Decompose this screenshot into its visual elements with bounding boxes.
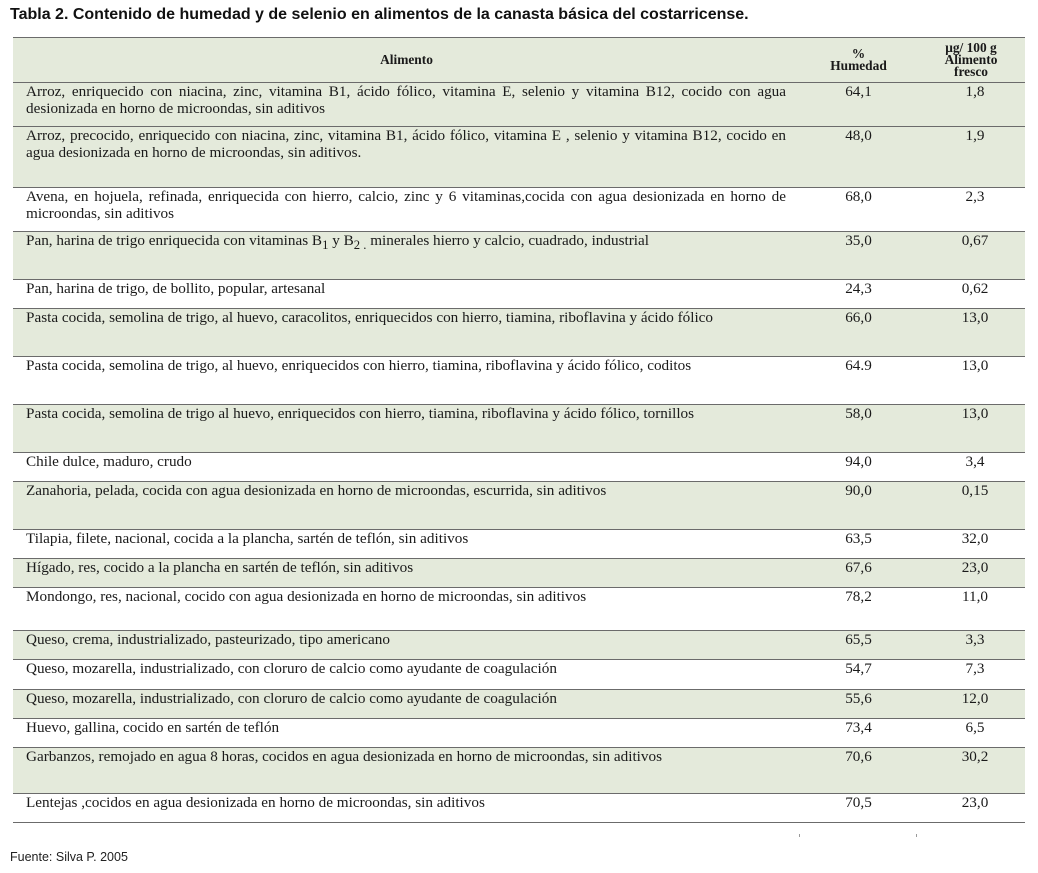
alimento-text: Pan, harina de trigo, de bollito, popular, artesanal [26,280,326,297]
cell-selenio: 3,3 [917,631,1025,660]
alimento-text: Tilapia, filete, nacional, cocida a la plancha, sartén de teflón, sin aditivos [26,530,469,547]
header-alimento: Alimento [13,38,800,83]
cell-selenio: 0,15 [917,482,1025,530]
cell-alimento [13,660,800,690]
cell-selenio: 2,3 [917,188,1025,232]
table-row [13,748,1025,794]
cell-alimento [13,631,800,660]
table-row [13,482,1025,530]
alimento-text: Queso, mozarella, industrializado, con cloruro de calcio como ayudante de coagulación [26,660,557,677]
alimento-text: Hígado, res, cocido a la plancha en sartén de teflón, sin aditivos [26,559,414,576]
source-note: Fuente: Silva P. 2005 [10,850,128,864]
header-selenio-line1: μg/ 100 g [945,40,997,55]
alimento-text: Garbanzos, remojado en agua 8 horas, cocidos en agua desionizada en horno de microondas, sin aditivos [26,748,662,765]
table-row [13,631,1025,660]
cell-alimento [13,794,800,823]
cell-humedad: 24,3 [800,280,917,309]
cell-selenio: 6,5 [917,719,1025,748]
cell-selenio: 23,0 [917,559,1025,588]
table-row [13,453,1025,482]
header-humedad-line2: Humedad [830,58,887,73]
cell-selenio: 1,9 [917,127,1025,188]
alimento-text: Pasta cocida, semolina de trigo, al huevo, enriquecidos con hierro, tiamina, riboflavina y ácido fólico, coditos [26,357,692,374]
cell-selenio: 12,0 [917,690,1025,719]
cell-alimento [13,530,800,559]
cell-humedad: 67,6 [800,559,917,588]
cell-humedad: 64,1 [800,83,917,127]
cell-humedad: 35,0 [800,232,917,280]
cell-humedad: 70,6 [800,748,917,794]
cell-humedad: 54,7 [800,660,917,690]
table-header-row [13,38,1025,83]
header-selenio-line3: fresco [954,64,988,79]
cell-humedad: 70,5 [845,794,872,811]
cell-selenio: 23,0 [961,794,989,811]
cell-alimento [13,482,800,530]
cell-humedad: 94,0 [800,453,917,482]
cell-selenio: 11,0 [917,588,1025,631]
table-row [13,127,1025,188]
alimento-text: Mondongo, res, nacional, cocido con agua desionizada en horno de microondas, sin aditivos [26,588,587,605]
cell-alimento [13,588,800,631]
alimento-text: Zanahoria, pelada, cocida con agua desionizada en horno de microondas, escurrida, sin aditivos [26,482,607,499]
cell-alimento [13,690,800,719]
table-row [13,660,1025,690]
cell-selenio: 7,3 [917,660,1025,690]
alimento-text: Queso, mozarella, industrializado, con cloruro de calcio como ayudante de coagulación [26,690,557,707]
subscript: 1 [322,238,329,253]
table-row [13,588,1025,631]
alimento-text-part: Pan, harina de trigo enriquecida con vitaminas B [26,232,323,249]
subscript: 2 . [353,238,367,253]
table-row [13,405,1025,453]
table-row [13,309,1025,357]
cell-alimento [13,127,800,188]
cell-selenio: 0,67 [917,232,1025,280]
cell-humedad: 68,0 [800,188,917,232]
table-title: Tabla 2. Contenido de humedad y de selenio en alimentos de la canasta básica del costarricense. [10,6,749,23]
cell-alimento [13,232,800,280]
cell-alimento [13,405,800,453]
cell-humedad: 66,0 [800,309,917,357]
column-tick [916,834,917,837]
cell-alimento [13,280,800,309]
table-row [13,357,1025,405]
selenium-table [13,37,1025,823]
cell-humedad: 73,4 [800,719,917,748]
alimento-text: Arroz, enriquecido con niacina, zinc, vitamina B1, ácido fólico, vitamina E, selenio y vitamina B12, cocido con agua desionizada en horno de microondas, sin aditivos [26,83,786,117]
cell-alimento [13,309,800,357]
cell-alimento [13,83,800,127]
alimento-text [26,232,786,254]
alimento-text: Pasta cocida, semolina de trigo, al huevo, caracolitos, enriquecidos con hierro, tiamina, riboflavina y ácido fólico [26,309,714,326]
cell-humedad: 64.9 [800,357,917,405]
table-row [13,280,1025,309]
column-tick [799,834,800,837]
header-humedad [800,38,917,83]
table-row [13,232,1025,280]
table-row [13,83,1025,127]
header-selenio [917,38,1025,83]
header-selenio-line2: Alimento [944,52,998,67]
cell-selenio: 1,8 [917,83,1025,127]
cell-selenio: 13,0 [917,405,1025,453]
alimento-text: Queso, crema, industrializado, pasteurizado, tipo americano [26,631,390,648]
cell-alimento [13,188,800,232]
table-row [13,719,1025,748]
cell-selenio: 3,4 [917,453,1025,482]
alimento-text: Pasta cocida, semolina de trigo al huevo, enriquecidos con hierro, tiamina, riboflavina y ácido fólico, tornillos [26,405,695,422]
cell-selenio: 30,2 [917,748,1025,794]
table-row [13,690,1025,719]
header-humedad-line1: % [851,46,866,61]
cell-alimento [13,748,800,794]
cell-selenio: 32,0 [917,530,1025,559]
alimento-text: Chile dulce, maduro, crudo [26,453,192,470]
alimento-text: Arroz, precocido, enriquecido con niacina, zinc, vitamina B1, ácido fólico, vitamina E , selenio y vitamina B12, cocido en agua desionizada en horno de microondas, sin aditivos. [26,127,786,161]
cell-humedad: 65,5 [800,631,917,660]
cell-humedad: 63,5 [800,530,917,559]
cell-alimento [13,719,800,748]
cell-alimento [13,453,800,482]
cell-humedad: 48,0 [800,127,917,188]
table-row [13,530,1025,559]
alimento-text-part: minerales hierro y calcio, cuadrado, industrial [366,232,649,249]
cell-humedad: 55,6 [800,690,917,719]
cell-selenio: 0,62 [917,280,1025,309]
alimento-text: Lentejas ,cocidos en agua desionizada en horno de microondas, sin aditivos [26,794,485,811]
table-row [13,559,1025,588]
cell-alimento [13,357,800,405]
cell-humedad: 90,0 [800,482,917,530]
cell-humedad: 78,2 [800,588,917,631]
cell-selenio: 13,0 [917,357,1025,405]
alimento-text: Avena, en hojuela, refinada, enriquecida con hierro, calcio, zinc y 6 vitaminas,cocida con agua desionizada en horno de microondas, sin aditivos [26,188,786,222]
cell-alimento [13,559,800,588]
alimento-text-part: y B [328,232,354,249]
table-row [13,188,1025,232]
alimento-text: Huevo, gallina, cocido en sartén de teflón [26,719,280,736]
table-row [13,794,1025,823]
cell-selenio: 13,0 [917,309,1025,357]
cell-humedad: 58,0 [800,405,917,453]
